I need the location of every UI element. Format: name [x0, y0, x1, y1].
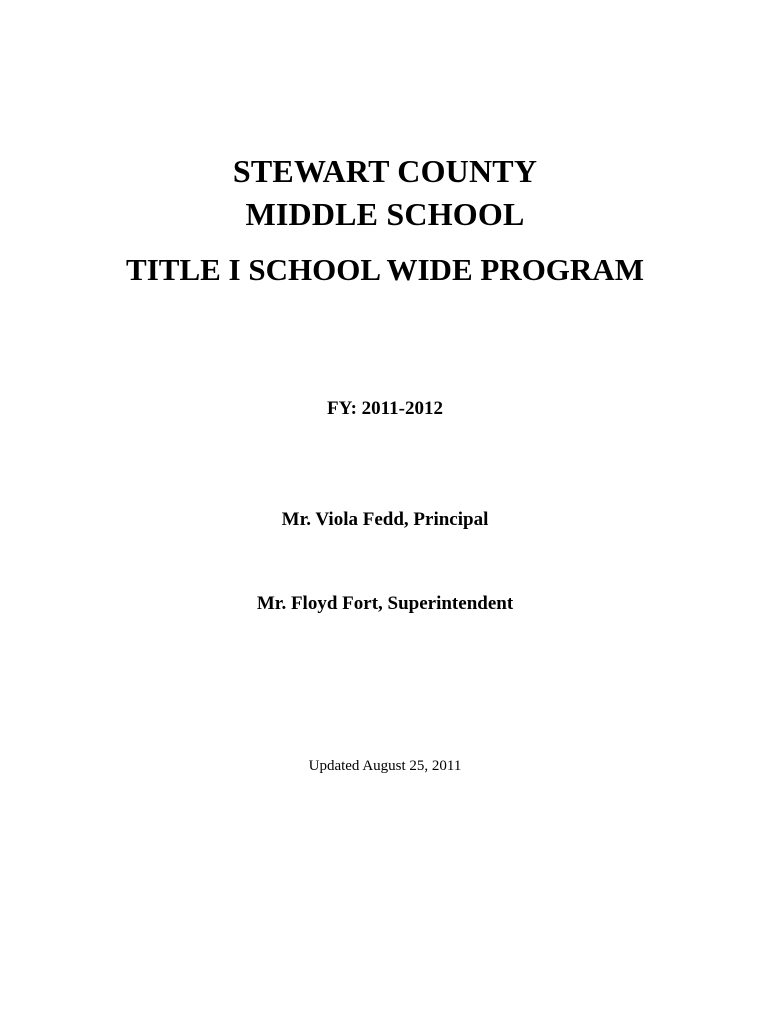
school-name-line-1: STEWART COUNTY	[232, 153, 538, 189]
principal-name: Mr. Viola Fedd, Principal	[281, 509, 489, 530]
updated-date: Updated August 25, 2011	[308, 758, 462, 774]
program-title: TITLE I SCHOOL WIDE PROGRAM	[126, 252, 644, 287]
superintendent-name: Mr. Floyd Fort, Superintendent	[256, 593, 514, 614]
school-name-line-2: MIDDLE SCHOOL	[245, 196, 525, 232]
fiscal-year: FY: 2011-2012	[327, 398, 443, 419]
